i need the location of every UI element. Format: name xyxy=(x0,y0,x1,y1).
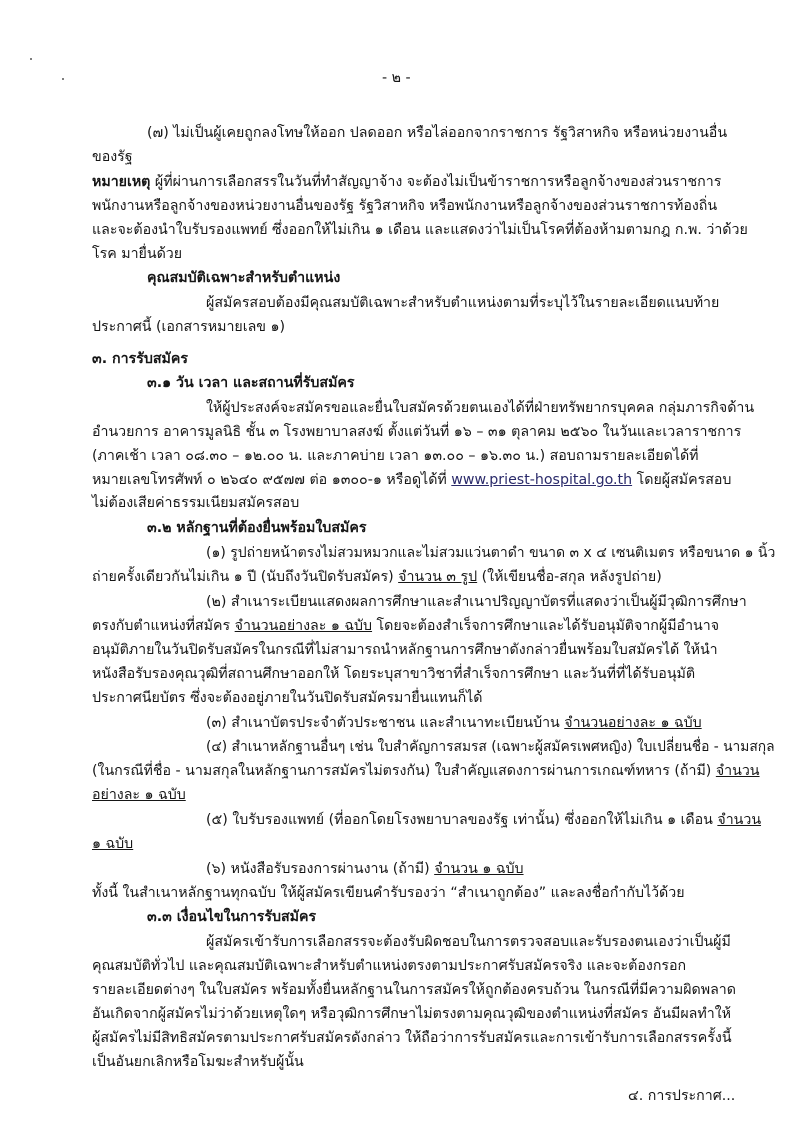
page-number: - ๒ - xyxy=(382,70,411,86)
note-line xyxy=(92,172,721,192)
subsection-heading: ๓.๓ เงื่อนไขในการรับสมัคร xyxy=(147,909,317,925)
body-line: ไม่ต้องเสียค่าธรรมเนียมสมัครสอบ xyxy=(92,495,300,511)
scan-speck xyxy=(30,58,32,60)
body-line: รายละเอียดต่างๆ ในใบสมัคร พร้อมทั้งยื่นหลักฐานในการสมัครให้ถูกต้องครบถ้วน ในกรณีที่มีความผิดพลาด xyxy=(92,982,736,998)
body-line: (๒) สำเนาระเบียนแสดงผลการศึกษาและสำเนาปริญญาบัตรที่แสดงว่าเป็นผู้มีวุฒิการศึกษา xyxy=(206,594,747,610)
quantity-text: จำนวน ๑ ฉบับ xyxy=(434,861,524,877)
quantity-line: อย่างละ ๑ ฉบับ xyxy=(92,787,186,803)
body-line: อำนวยการ อาคารมูลนิธิ ชั้น ๓ โรงพยาบาลสงฆ์ ตั้งแต่วันที่ ๑๖ – ๓๑ ตุลาคม ๒๕๖๐ ในวันและเวลาราชการ xyxy=(92,424,742,440)
quantity-text: จำนวน ๓ รูป xyxy=(398,569,478,585)
body-line: ผู้สมัครไม่มีสิทธิสมัครตามประกาศรับสมัครดังกล่าว ให้ถือว่าการรับสมัครและการเข้ารับการเลือกสรรครั้งนี้ xyxy=(92,1030,732,1046)
body-line: (๗) ไม่เป็นผู้เคยถูกลงโทษให้ออก ปลดออก หรือไล่ออกจากราชการ รัฐวิสาหกิจ หรือหน่วยงานอื่น xyxy=(147,125,728,141)
page-continuation: ๔. การประกาศ... xyxy=(628,1088,736,1104)
body-line: ผู้สมัครเข้ารับการเลือกสรรจะต้องรับผิดชอบในการตรวจสอบและรับรองตนเองว่าเป็นผู้มี xyxy=(206,934,731,950)
scan-speck xyxy=(62,78,64,80)
body-line: อันเกิดจากผู้สมัครไม่ว่าด้วยเหตุใดๆ หรือวุฒิการศึกษาไม่ตรงตามคุณวุฒิของตำแหน่งที่สมัคร อันมีผลทำให้ xyxy=(92,1006,731,1022)
body-line: ให้ผู้ประสงค์จะสมัครขอและยื่นใบสมัครด้วยตนเองได้ที่ฝ่ายทรัพยากรบุคคล กลุ่มภารกิจด้าน xyxy=(206,400,755,416)
body-line: พนักงานหรือลูกจ้างของหน่วยงานอื่นของรัฐ รัฐวิสาหกิจ หรือพนักงานหรือลูกจ้างของส่วนราชการท้องถิ่น xyxy=(92,198,718,214)
body-text: โดยผู้สมัครสอบ xyxy=(632,472,732,488)
section-heading: คุณสมบัติเฉพาะสำหรับตำแหน่ง xyxy=(147,270,341,286)
body-line: เป็นอันยกเลิกหรือโมฆะสำหรับผู้นั้น xyxy=(92,1054,304,1070)
body-text: (ในกรณีที่ชื่อ - นามสกุลในหลักฐานการสมัครไม่ตรงกัน) ใบสำคัญแสดงการผ่านการเกณฑ์ทหาร (ถ้ามี) xyxy=(92,763,716,779)
note-text: ผู้ที่ผ่านการเลือกสรรในวันที่ทำสัญญาจ้าง จะต้องไม่เป็นข้าราชการหรือลูกจ้างของส่วนราชการ xyxy=(150,174,722,190)
quantity-text: จำนวนอย่างละ ๑ ฉบับ xyxy=(564,715,702,731)
contact-line xyxy=(92,470,731,490)
body-line: (ภาคเช้า เวลา ๐๘.๓๐ – ๑๒.๐๐ น. และภาคบ่าย เวลา ๑๓.๐๐ – ๑๖.๓๐ น.) สอบถามรายละเอียดได้ที่ xyxy=(92,448,699,464)
body-line xyxy=(206,713,702,733)
quantity-line: ๑ ฉบับ xyxy=(92,836,134,852)
body-text: ถ่ายครั้งเดียวกันไม่เกิน ๑ ปี (นับถึงวันปิดรับสมัคร) xyxy=(92,569,399,585)
body-line: โรค มายื่นด้วย xyxy=(92,246,183,262)
body-line: (๔) สำเนาหลักฐานอื่นๆ เช่น ใบสำคัญการสมรส (เฉพาะผู้สมัครเพศหญิง) ใบเปลี่ยนชื่อ - นามสกุล xyxy=(206,739,775,755)
body-text: (ให้เขียนชื่อ-สกุล หลังรูปถ่าย) xyxy=(477,569,662,585)
subsection-heading: ๓.๒ หลักฐานที่ต้องยื่นพร้อมใบสมัคร xyxy=(147,520,367,536)
body-line xyxy=(92,761,760,781)
body-line: ผู้สมัครสอบต้องมีคุณสมบัติเฉพาะสำหรับตำแหน่งตามที่ระบุไว้ในรายละเอียดแนบท้าย xyxy=(206,295,720,311)
body-line: หนังสือรับรองคุณวุฒิที่สถานศึกษาออกให้ โดยระบุสาขาวิชาที่สำเร็จการศึกษา และวันที่ที่ได้รับอนุมัติ xyxy=(92,666,696,682)
body-line xyxy=(92,616,719,636)
body-line: ของรัฐ xyxy=(92,149,133,165)
body-line: ทั้งนี้ ในสำเนาหลักฐานทุกฉบับ ให้ผู้สมัครเขียนคำรับรองว่า “สำเนาถูกต้อง” และลงชื่อกำกับไว้ด้วย xyxy=(92,885,685,901)
body-text: โดยจะต้องสำเร็จการศึกษาและได้รับอนุมัติจากผู้มีอำนาจ xyxy=(372,618,720,634)
body-text: (๓) สำเนาบัตรประจำตัวประชาชน และสำเนาทะเบียนบ้าน xyxy=(206,715,565,731)
body-line: และจะต้องนำใบรับรองแพทย์ ซึ่งออกให้ไม่เกิน ๑ เดือน และแสดงว่าไม่เป็นโรคที่ต้องห้ามตามกฎ ก.พ. ว่าด้วย xyxy=(92,222,748,238)
subsection-heading: ๓.๑ วัน เวลา และสถานที่รับสมัคร xyxy=(147,375,355,391)
body-line: คุณสมบัติทั่วไป และคุณสมบัติเฉพาะสำหรับตำแหน่งตรงตามประกาศรับสมัครจริง และจะต้องกรอก xyxy=(92,958,687,974)
body-line: ประกาศนี้ (เอกสารหมายเลข ๑) xyxy=(92,319,286,335)
body-line xyxy=(92,567,662,587)
body-line xyxy=(206,810,761,830)
quantity-text: จำนวน xyxy=(715,763,760,779)
note-label: หมายเหตุ xyxy=(92,174,151,190)
quantity-text: จำนวน xyxy=(717,812,762,828)
website-link[interactable]: www.priest-hospital.go.th xyxy=(451,472,633,488)
section-heading: ๓. การรับสมัคร xyxy=(92,351,188,367)
body-line: (๑) รูปถ่ายหน้าตรงไม่สวมหมวกและไม่สวมแว่นตาดำ ขนาด ๓ x ๔ เซนติเมตร หรือขนาด ๑ นิ้ว xyxy=(206,545,776,561)
body-line: ประกาศนียบัตร ซึ่งจะต้องอยู่ภายในวันปิดรับสมัครมายื่นแทนก็ได้ xyxy=(92,690,483,706)
body-text: (๕) ใบรับรองแพทย์ (ที่ออกโดยโรงพยาบาลของรัฐ เท่านั้น) ซึ่งออกให้ไม่เกิน ๑ เดือน xyxy=(206,812,718,828)
phone-text: หมายเลขโทรศัพท์ ๐ ๒๖๔๐ ๙๕๗๗ ต่อ ๑๓๐๐-๑ หรือดูได้ที่ xyxy=(92,472,452,488)
body-line xyxy=(206,859,524,879)
body-text: (๖) หนังสือรับรองการผ่านงาน (ถ้ามี) xyxy=(206,861,435,877)
body-line: อนุมัติภายในวันปิดรับสมัครในกรณีที่ไม่สามารถนำหลักฐานการศึกษาดังกล่าวยื่นพร้อมใบสมัครได้ ให้นำ xyxy=(92,642,718,658)
quantity-text: จำนวนอย่างละ ๑ ฉบับ xyxy=(234,618,373,634)
body-text: ตรงกับตำแหน่งที่สมัคร xyxy=(92,618,235,634)
